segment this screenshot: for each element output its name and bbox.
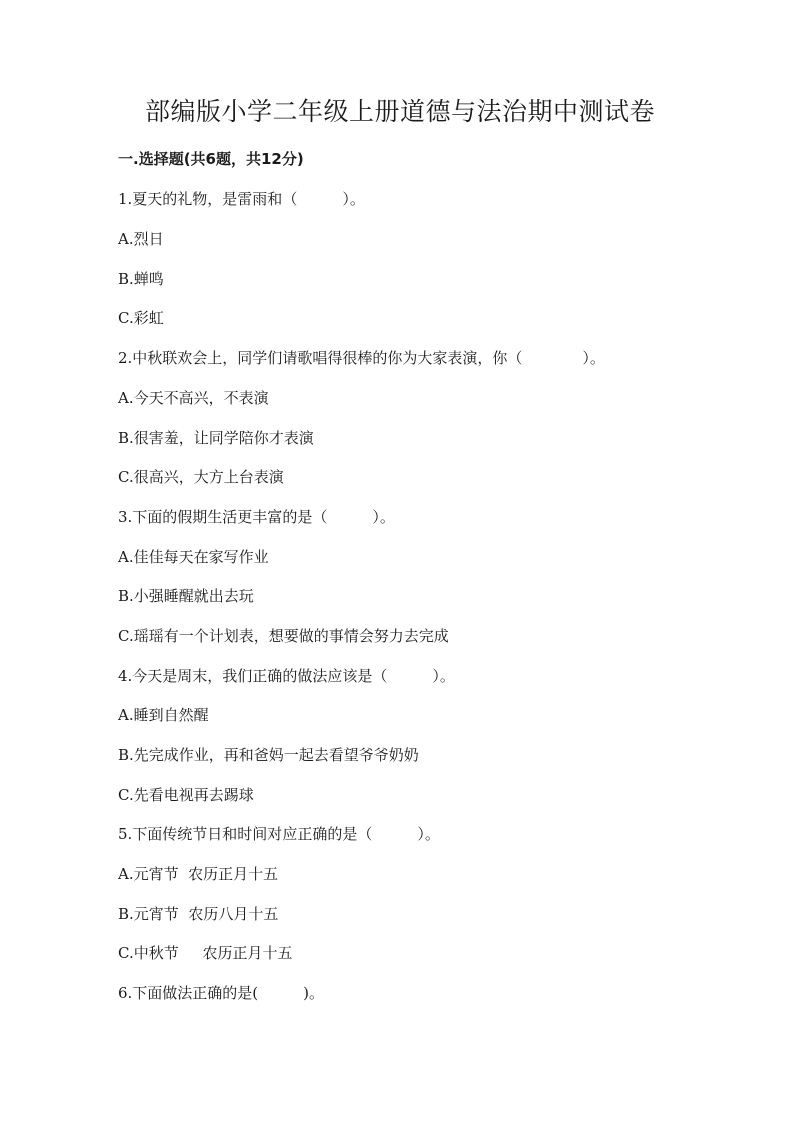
option-1c: C.彩虹 [118, 309, 164, 327]
exam-title: 部编版小学二年级上册道德与法治期中测试卷 [144, 97, 655, 126]
section-heading: 一.选择题(共6题，共12分) [118, 150, 304, 168]
option-5c: C.中秋节 农历正月十五 [118, 944, 293, 962]
option-3b: B.小强睡醒就出去玩 [118, 587, 254, 605]
question-5: 5.下面传统节日和时间对应正确的是（ ）。 [118, 825, 440, 843]
option-4b: B.先完成作业，再和爸妈一起去看望爷爷奶奶 [118, 746, 419, 764]
question-1: 1.夏天的礼物，是雷雨和（ ）。 [118, 190, 365, 208]
option-4a: A.睡到自然醒 [118, 706, 209, 724]
option-1b: B.蝉鸣 [118, 270, 164, 288]
option-2a: A.今天不高兴，不表演 [118, 389, 269, 407]
option-5a: A.元宵节 农历正月十五 [118, 865, 279, 883]
option-5b: B.元宵节 农历八月十五 [118, 905, 279, 923]
option-4c: C.先看电视再去踢球 [118, 786, 254, 804]
option-2c: C.很高兴，大方上台表演 [118, 468, 284, 486]
option-1a: A.烈日 [118, 230, 164, 248]
option-3c: C.瑶瑶有一个计划表，想要做的事情会努力去完成 [118, 627, 449, 645]
option-2b: B.很害羞，让同学陪你才表演 [118, 429, 314, 447]
question-3: 3.下面的假期生活更丰富的是（ ）。 [118, 508, 395, 526]
option-3a: A.佳佳每天在家写作业 [118, 548, 269, 566]
question-4: 4.今天是周末，我们正确的做法应该是（ ）。 [118, 667, 455, 685]
question-2: 2.中秋联欢会上，同学们请歌唱得很棒的你为大家表演，你（ ）。 [118, 349, 605, 367]
question-6: 6.下面做法正确的是( )。 [118, 984, 325, 1002]
